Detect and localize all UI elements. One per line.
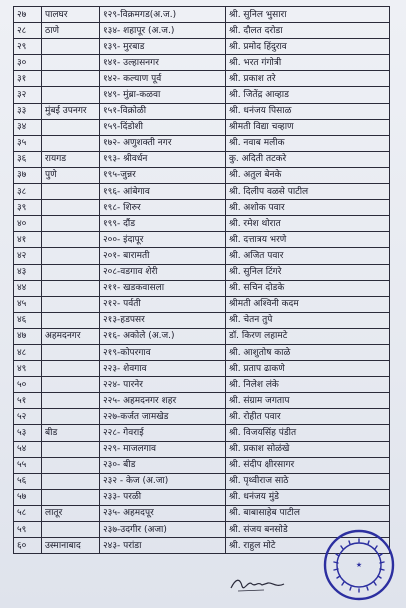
candidate-cell: श्री. अशोक पवार (226, 200, 390, 216)
row-number: ३४ (14, 119, 42, 135)
table-row (14, 457, 390, 473)
district-cell: उस्मानाबाद (42, 538, 100, 554)
table-row (14, 184, 390, 200)
row-number: ४२ (14, 248, 42, 264)
candidate-cell: श्री. सुनिल भुसारा (226, 7, 390, 23)
constituency-cell: १३९- मुरबाड (100, 39, 226, 55)
table-row (14, 409, 390, 425)
candidate-cell: श्री. बाबासाहेब पाटील (226, 505, 390, 521)
candidate-table (13, 6, 390, 554)
constituency-cell: २३२ - केज (अ.जा) (100, 473, 226, 489)
district-cell: लातूर (42, 505, 100, 521)
candidate-cell: श्री. प्रकाश तरे (226, 71, 390, 87)
candidate-cell: श्री. दिलीप वळसे पाटील (226, 184, 390, 200)
row-number: ३० (14, 55, 42, 71)
district-cell (42, 55, 100, 71)
row-number: ४६ (14, 312, 42, 328)
district-cell: पालघर (42, 7, 100, 23)
row-number: ३५ (14, 135, 42, 151)
constituency-cell: २१२- पर्वती (100, 296, 226, 312)
constituency-cell: १५१-विक्रोळी (100, 103, 226, 119)
row-number: ५६ (14, 473, 42, 489)
table-row (14, 200, 390, 216)
table-row (14, 39, 390, 55)
row-number: ३६ (14, 151, 42, 167)
row-number: ३९ (14, 200, 42, 216)
row-number: ४१ (14, 232, 42, 248)
table-row (14, 377, 390, 393)
constituency-cell: २२७-कर्जत जामखेड (100, 409, 226, 425)
constituency-cell: २३७-उदगीर (अजा) (100, 522, 226, 538)
district-cell (42, 409, 100, 425)
constituency-cell: २३३- परळी (100, 489, 226, 505)
district-cell (42, 312, 100, 328)
constituency-cell: २१३-हडपसर (100, 312, 226, 328)
candidate-cell: श्रीमती अश्विनी कदम (226, 296, 390, 312)
candidate-cell: श्री. पृथ्वीराज साठे (226, 473, 390, 489)
party-stamp (322, 528, 396, 602)
table-row (14, 135, 390, 151)
table-row (14, 393, 390, 409)
row-number: ५८ (14, 505, 42, 521)
candidate-cell: श्री. संजय बनसोडे (226, 522, 390, 538)
row-number: ४३ (14, 264, 42, 280)
table-row (14, 344, 390, 360)
constituency-cell: २१६- अकोले (अ.ज.) (100, 328, 226, 344)
district-cell: पुणे (42, 167, 100, 183)
row-number: ५२ (14, 409, 42, 425)
row-number: ५५ (14, 457, 42, 473)
constituency-cell: २१९-कोपरगाव (100, 344, 226, 360)
candidate-table-body (14, 7, 390, 554)
constituency-cell: १३४- शहापूर (अ.ज.) (100, 23, 226, 39)
candidate-cell: श्री. सुनिल टिंगरे (226, 264, 390, 280)
row-number: ५१ (14, 393, 42, 409)
row-number: ४८ (14, 344, 42, 360)
table-row (14, 151, 390, 167)
table-row (14, 280, 390, 296)
district-cell (42, 473, 100, 489)
district-cell (42, 264, 100, 280)
constituency-cell: २२३- शेवगाव (100, 361, 226, 377)
table-row (14, 119, 390, 135)
table-row (14, 23, 390, 39)
district-cell (42, 377, 100, 393)
district-cell (42, 280, 100, 296)
table-row (14, 361, 390, 377)
row-number: ३७ (14, 167, 42, 183)
row-number: ४९ (14, 361, 42, 377)
candidate-cell: श्री. रमेश थोरात (226, 216, 390, 232)
district-cell (42, 200, 100, 216)
candidate-cell: श्री. दौलत दरोडा (226, 23, 390, 39)
candidate-cell: श्री. रोहीत पवार (226, 409, 390, 425)
table-row (14, 71, 390, 87)
table-row (14, 248, 390, 264)
district-cell: मुंबई उपनगर (42, 103, 100, 119)
constituency-cell: १७२- अणुशक्ती नगर (100, 135, 226, 151)
candidate-cell: श्री. नवाब मलीक (226, 135, 390, 151)
candidate-cell: श्री. संग्राम जगताप (226, 393, 390, 409)
constituency-cell: २२५- अहमदनगर शहर (100, 393, 226, 409)
stamp-star-icon: ★ (355, 561, 363, 569)
district-cell (42, 248, 100, 264)
candidate-cell: श्री. जितेंद्र आव्हाड (226, 87, 390, 103)
row-number: २८ (14, 23, 42, 39)
table-row (14, 473, 390, 489)
candidate-cell: श्री. प्रमोद हिंदुराव (226, 39, 390, 55)
table-row (14, 328, 390, 344)
row-number: ३८ (14, 184, 42, 200)
row-number: ४० (14, 216, 42, 232)
row-number: २९ (14, 39, 42, 55)
district-cell: बीड (42, 425, 100, 441)
constituency-cell: २२९- माजलगाव (100, 441, 226, 457)
row-number: ५४ (14, 441, 42, 457)
constituency-cell: २३५- अहमदपूर (100, 505, 226, 521)
district-cell (42, 361, 100, 377)
table-row (14, 7, 390, 23)
constituency-cell: २०१- बारामती (100, 248, 226, 264)
constituency-cell: १४२- कल्याण पूर्व (100, 71, 226, 87)
row-number: ३३ (14, 103, 42, 119)
constituency-cell: १४१- उल्हासनगर (100, 55, 226, 71)
district-cell (42, 87, 100, 103)
constituency-cell: १२९-विक्रमगड(अ.ज.) (100, 7, 226, 23)
table-row (14, 103, 390, 119)
table-row (14, 312, 390, 328)
district-cell (42, 119, 100, 135)
candidate-cell: श्री. चेतन तुपे (226, 312, 390, 328)
constituency-cell: १९८- शिरुर (100, 200, 226, 216)
row-number: ३२ (14, 87, 42, 103)
constituency-cell: २३०- बीड (100, 457, 226, 473)
candidate-cell: श्रीमती विद्या चव्हाण (226, 119, 390, 135)
candidate-cell: श्री. अजित पवार (226, 248, 390, 264)
candidate-cell: श्री. आशुतोष काळे (226, 344, 390, 360)
candidate-cell: डॉ. किरण लहामटे (226, 328, 390, 344)
table-row (14, 505, 390, 521)
candidate-cell: कु. अदिती तटकरे (226, 151, 390, 167)
table-row (14, 296, 390, 312)
constituency-cell: १९३- श्रीवर्धन (100, 151, 226, 167)
candidate-cell: श्री. निलेश लंके (226, 377, 390, 393)
district-cell (42, 232, 100, 248)
candidate-cell: श्री. दत्तात्रय भरणे (226, 232, 390, 248)
constituency-cell: २११- खडकवासला (100, 280, 226, 296)
row-number: ४५ (14, 296, 42, 312)
constituency-cell: २२८- गेवराई (100, 425, 226, 441)
table-row (14, 264, 390, 280)
candidate-cell: श्री. विजयसिंह पंडीत (226, 425, 390, 441)
row-number: २७ (14, 7, 42, 23)
district-cell (42, 393, 100, 409)
candidate-cell: श्री. धनंजय पिसाळ (226, 103, 390, 119)
constituency-cell: २००- इंदापूर (100, 232, 226, 248)
district-cell: ठाणे (42, 23, 100, 39)
district-cell (42, 71, 100, 87)
candidate-cell: श्री. अतुल बेनके (226, 167, 390, 183)
row-number: ६० (14, 538, 42, 554)
table-row (14, 216, 390, 232)
district-cell (42, 457, 100, 473)
district-cell: अहमदनगर (42, 328, 100, 344)
table-row (14, 232, 390, 248)
district-cell: रायगड (42, 151, 100, 167)
district-cell (42, 39, 100, 55)
row-number: ५३ (14, 425, 42, 441)
candidate-cell: श्री. प्रकाश सोळंखे (226, 441, 390, 457)
candidate-cell: श्री. धनंजय मुंडे (226, 489, 390, 505)
table-row (14, 55, 390, 71)
row-number: ५९ (14, 522, 42, 538)
district-cell (42, 216, 100, 232)
constituency-cell: १९५-जुन्नर (100, 167, 226, 183)
candidate-cell: श्री. सचिन दोडके (226, 280, 390, 296)
constituency-cell: १४९- मुंब्रा-कळवा (100, 87, 226, 103)
constituency-cell: १९९- दौंड (100, 216, 226, 232)
constituency-cell: २२४- पारनेर (100, 377, 226, 393)
candidate-cell: श्री. भरत गंगोत्री (226, 55, 390, 71)
district-cell (42, 184, 100, 200)
district-cell (42, 489, 100, 505)
candidate-cell: श्री. संदीप क्षीरसागर (226, 457, 390, 473)
row-number: ३१ (14, 71, 42, 87)
row-number: ५० (14, 377, 42, 393)
table-row (14, 167, 390, 183)
signature (228, 572, 288, 596)
district-cell (42, 441, 100, 457)
constituency-cell: १९६- आंबेगाव (100, 184, 226, 200)
row-number: ४७ (14, 328, 42, 344)
district-cell (42, 135, 100, 151)
constituency-cell: २४३- परांडा (100, 538, 226, 554)
table-row (14, 489, 390, 505)
row-number: ४४ (14, 280, 42, 296)
constituency-cell: २०८-वडगाव शेरी (100, 264, 226, 280)
candidate-cell: श्री. राहुल मोटे (226, 538, 390, 554)
district-cell (42, 344, 100, 360)
candidate-cell: श्री. प्रताप ढाकणे (226, 361, 390, 377)
row-number: ५७ (14, 489, 42, 505)
table-row (14, 425, 390, 441)
table-row (14, 441, 390, 457)
district-cell (42, 522, 100, 538)
constituency-cell: १५९-दिंडोशी (100, 119, 226, 135)
table-row (14, 87, 390, 103)
district-cell (42, 296, 100, 312)
